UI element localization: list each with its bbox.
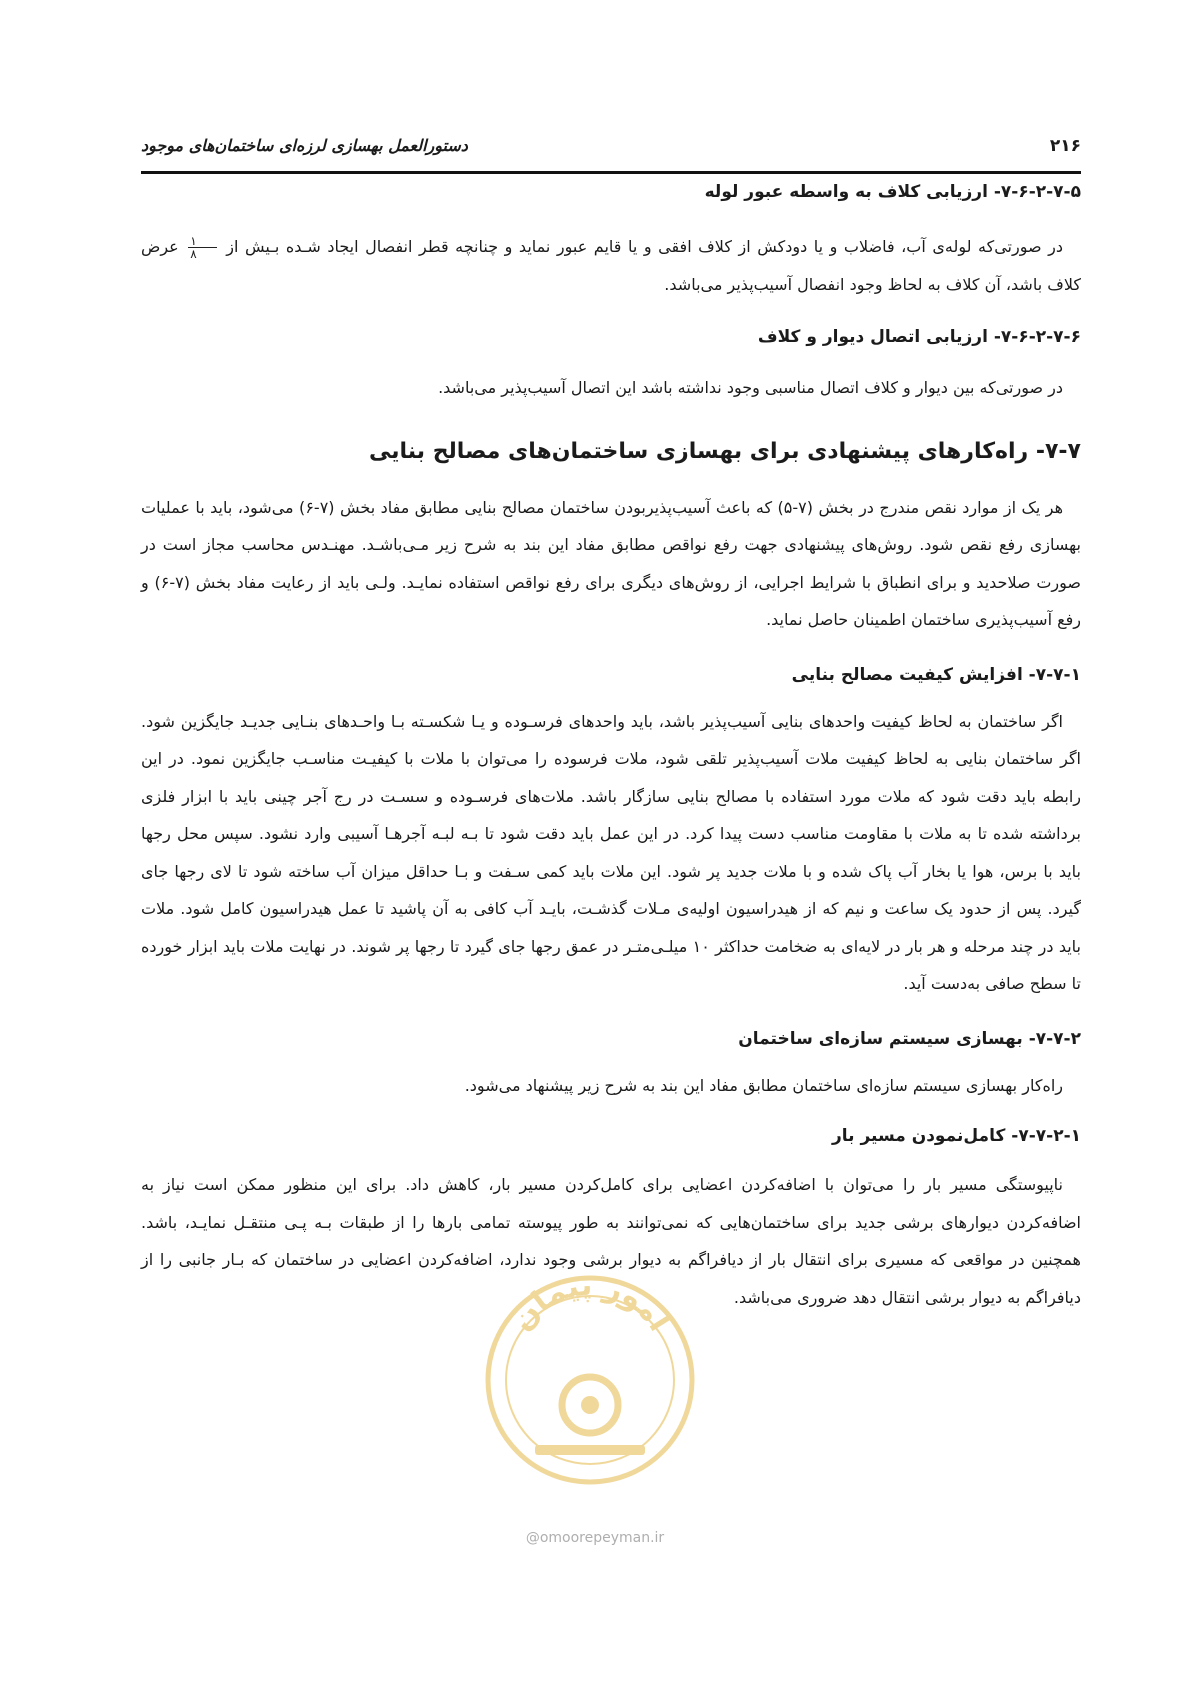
section-heading: ۷-۷-۱- افزایش کیفیت مصالح بنایی <box>791 664 1081 685</box>
paragraph: ناپیوستگی مسیر بار را می‌توان با اضافه‌کردن اعضایی برای کامل‌کردن مسیر بار، کاهش داد. برای این منظور ممکن است نیاز به اضافه‌کردن دیوارهای برشی جدید برای ساختمان‌هایی که نمی‌توانند به طور پیوسته تمامی بارها را از طبقات بـه پـی منتقـل نمایـد، باشد. همچنین در مواقعی که مسیری برای انتقال بار از دیافراگم به دیوار برشی وجود ندارد، اضافه‌کردن اعضایی در ساختمان که بـار جانبی را از دیافراگم به دیوار برشی انتقال دهد ضروری می‌باشد. <box>141 1175 1081 1307</box>
section-heading: ۷-۷- راه‌کارهای پیشنهادی برای بهسازی ساختمان‌های مصالح بنایی <box>369 438 1081 464</box>
fraction: $\frac{۱}{۸}$ <box>188 235 216 260</box>
page-header <box>141 130 1081 166</box>
page-number: ۲۱۶ <box>1049 136 1081 156</box>
section-heading: ۷-۷-۲-۱- کامل‌نمودن مسیر بار <box>831 1126 1081 1146</box>
paragraph: اگر ساختمان به لحاظ کیفیت واحدهای بنایی آسیب‌پذیر باشد، باید واحدهای فرسـوده و یـا شکسـته بـا واحـدهای بنـایی جدیـد جایگزین شود. اگر ساختمان بنایی به لحاظ کیفیت ملات آسیب‌پذیر تلقی شود، ملات فرسوده را می‌توان با ملات با کیفیـت مناسـب جایگزین نمود. در این رابطه باید دقت شود که ملات مورد استفاده با مصالح بنایی سازگار باشد. ملات‌های فرسـوده و سسـت در رج آجر چینی باید با ابزار فلزی برداشته شده تا به ملات با مقاومت مناسب دست پیدا کرد. در این عمل باید دقت شود تا بـه لبـه آجرهـا آسیبی وارد نشود. سپس محل رجها باید با برس، هوا یا بخار آب پاک شده و با ملات جدید پر شود. این ملات باید کمی سـفت و بـا حداقل میزان آب ساخته شود تا لای رجها جای گیرد. پس از حدود یک ساعت و نیم که از هیدراسیون اولیه‌ی مـلات گذشـت، بایـد آب کافی به آن پاشید تا عمل هیدراسیون کامل شود. ملات باید در چند مرحله و هر بار در لایه‌ای به ضخامت حداکثر ۱۰ میلـی‌متـر در عمق رجها جای گیرد تا رجها پر شوند. در نهایت ملات باید ابزار خورده تا سطح صافی به‌دست آید. <box>141 711 1081 993</box>
watermark-url: @omoorepeyman.ir <box>525 1530 665 1546</box>
paragraph: هر یک از موارد نقص مندرج در بخش (۷-۵) که باعث آسیب‌پذیربودن ساختمان مصالح بنایی مطابق مفاد بخش (۷-۶) می‌شود، باید با عملیات بهسازی رفع نقص شود. روش‌های پیشنهادی جهت رفع نواقص مطابق مفاد این بند به شرح زیر مـی‌باشـد. مهنـدس محاسب مجاز است در صورت صلاحدید و برای انطباق با شرایط اجرایی، از روش‌های دیگری برای رفع نواقص استفاده نمایـد. ولـی باید از رعایت مفاد بخش (۷-۶) و رفع آسیب‌پذیری ساختمان اطمینان حاصل نماید. <box>141 497 1081 629</box>
document-body <box>141 178 1081 1316</box>
section-heading: ۷-۶-۲-۷-۶- ارزیابی اتصال دیوار و کلاف <box>757 327 1081 347</box>
watermark-text: امور پیمان <box>504 1267 677 1338</box>
paragraph: در صورتی‌که لوله‌ی آب، فاضلاب و یا دودکش از کلاف افقی و یا قایم عبور نماید و چنانچه قطر انفصال ایجاد شـده بـیش از $\frac{۱}{۸}$ عرض کلاف باشد، آن کلاف به لحاظ وجود انفصال آسیب‌پذیر می‌باشد. <box>141 234 1081 294</box>
paragraph: راه‌کار بهسازی سیستم سازه‌ای ساختمان مطابق مفاد این بند به شرح زیر پیشنهاد می‌شود. <box>464 1075 1063 1095</box>
paragraph: در صورتی‌که بین دیوار و کلاف اتصال مناسبی وجود نداشته باشد این اتصال آسیب‌پذیر می‌باشد. <box>438 378 1063 397</box>
section-heading: ۷-۶-۲-۷-۵- ارزیابی کلاف به واسطه عبور لوله <box>704 182 1081 202</box>
header-rule <box>141 171 1081 174</box>
running-title: دستورالعمل بهسازی لرزه‌ای ساختمان‌های موجود <box>141 136 468 155</box>
section-heading: ۷-۷-۲- بهسازی سیستم سازه‌ای ساختمان <box>738 1028 1081 1049</box>
